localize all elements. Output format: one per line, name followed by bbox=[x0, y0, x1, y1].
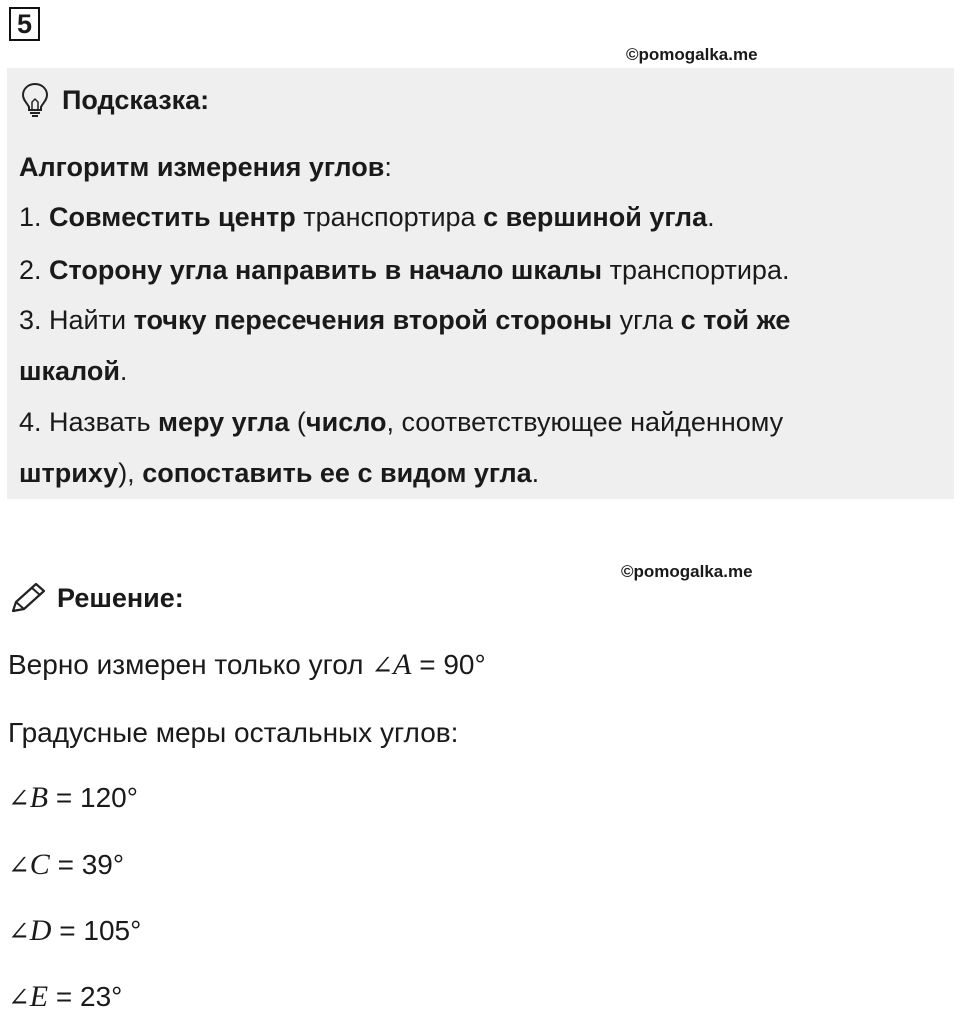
task-number-box: 5 bbox=[9, 7, 40, 41]
angle-d: ∠D = 105° bbox=[8, 914, 142, 947]
angle-e: ∠E = 23° bbox=[8, 980, 123, 1013]
step-3: 3. Найти точку пересечения второй стороны угла с той же bbox=[19, 305, 791, 335]
step-4: 4. Назвать меру угла (число, соответствующее найденному bbox=[19, 407, 784, 437]
pencil-icon bbox=[9, 581, 49, 615]
hint-heading bbox=[20, 80, 209, 120]
angle-b: ∠B = 120° bbox=[8, 781, 138, 814]
watermark-bottom: ©pomogalka.me bbox=[621, 562, 753, 581]
step-2: 2. Сторону угла направить в начало шкалы транспортира. bbox=[19, 255, 790, 285]
step-4-continued: штриху), сопоставить ее с видом угла. bbox=[19, 458, 540, 488]
hint-title: Подсказка: bbox=[62, 84, 210, 115]
step-3-continued: шкалой. bbox=[19, 356, 128, 386]
solution-line-2: Градусные меры остальных углов: bbox=[8, 717, 459, 748]
angle-c: ∠C = 39° bbox=[8, 848, 125, 881]
solution-heading bbox=[9, 578, 184, 618]
algorithm-title: Алгоритм измерения углов: bbox=[19, 152, 392, 182]
watermark-top: ©pomogalka.me bbox=[626, 45, 758, 64]
solution-line-1: Верно измерен только угол ∠A = 90° bbox=[8, 648, 486, 681]
step-1: 1. Совместить центр транспортира с вершиной угла. bbox=[19, 202, 715, 232]
lightbulb-icon bbox=[20, 82, 50, 118]
solution-title: Решение: bbox=[57, 582, 184, 613]
